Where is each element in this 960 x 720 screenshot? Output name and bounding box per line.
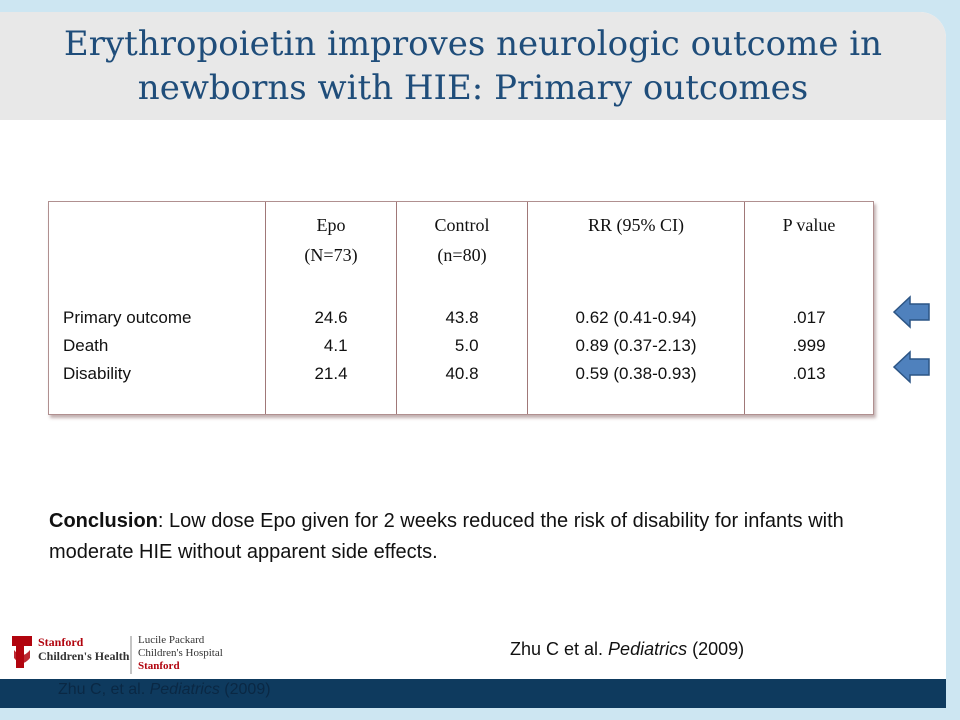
cell-p-primary: .017 (792, 308, 826, 327)
stanford-cross-logo-icon (12, 636, 32, 668)
stanford-childrens-logo (10, 628, 250, 686)
left-arrow-icon (893, 350, 931, 384)
slide-title (0, 22, 946, 110)
cell-control-primary: 43.8 (445, 308, 479, 327)
citation (510, 639, 744, 660)
footer-citation-authors: Zhu C, et al. (58, 681, 150, 698)
slide (0, 12, 946, 708)
cell-p-disability: .013 (792, 364, 826, 383)
column-rr (528, 202, 745, 414)
cell-p-death: .999 (792, 336, 826, 355)
cell-epo-disability: 21.4 (314, 364, 348, 383)
citation-authors: Zhu C et al. (510, 639, 609, 659)
row-label-primary: Primary outcome (63, 308, 192, 327)
cell-rr-disability: 0.59 (0.38-0.93) (575, 364, 697, 383)
title-line-2: newborns with HIE: Primary outcomes (137, 68, 809, 108)
footer-citation-year: (2009) (219, 681, 271, 698)
cell-epo-primary: 24.6 (314, 308, 348, 327)
conclusion-text (49, 506, 909, 568)
logo-lucile-packard: Lucile Packard (138, 634, 205, 646)
column-epo (266, 202, 397, 414)
cell-rr-primary: 0.62 (0.41-0.94) (575, 308, 697, 327)
title-bar (0, 12, 946, 120)
footer-citation (58, 681, 271, 699)
citation-journal: Pediatrics (608, 639, 688, 659)
logo-childrens-health: Children's Health (38, 649, 130, 663)
outcomes-table (48, 201, 874, 415)
conclusion-label: Conclusion (49, 510, 158, 532)
footer-citation-journal: Pediatrics (149, 681, 220, 698)
cell-control-disability: 40.8 (445, 364, 479, 383)
cell-epo-death: 4.1 (314, 336, 348, 355)
column-control (397, 202, 528, 414)
header-control: Control (n=80) (434, 215, 490, 265)
logo-stanford-2: Stanford (138, 660, 180, 672)
conclusion-body: : Low dose Epo given for 2 weeks reduced the risk of disability for infants with moderate HIE without apparent side effects. (49, 510, 844, 563)
title-line-1: Erythropoietin improves neurologic outcome in (63, 24, 883, 64)
cell-rr-death: 0.89 (0.37-2.13) (575, 336, 697, 355)
cell-control-death: 5.0 (445, 336, 479, 355)
header-rr: RR (95% CI) (588, 215, 684, 235)
left-arrow-icon (893, 295, 931, 329)
header-p-value: P value (782, 215, 836, 235)
header-epo: Epo (N=73) (304, 215, 358, 265)
row-label-death: Death (63, 336, 109, 355)
logo-stanford: Stanford (38, 635, 84, 649)
column-outcome (49, 202, 266, 414)
citation-year: (2009) (687, 639, 745, 659)
row-label-disability: Disability (63, 364, 132, 383)
logo-childrens-hospital: Children's Hospital (138, 647, 223, 659)
column-p-value (745, 202, 873, 414)
